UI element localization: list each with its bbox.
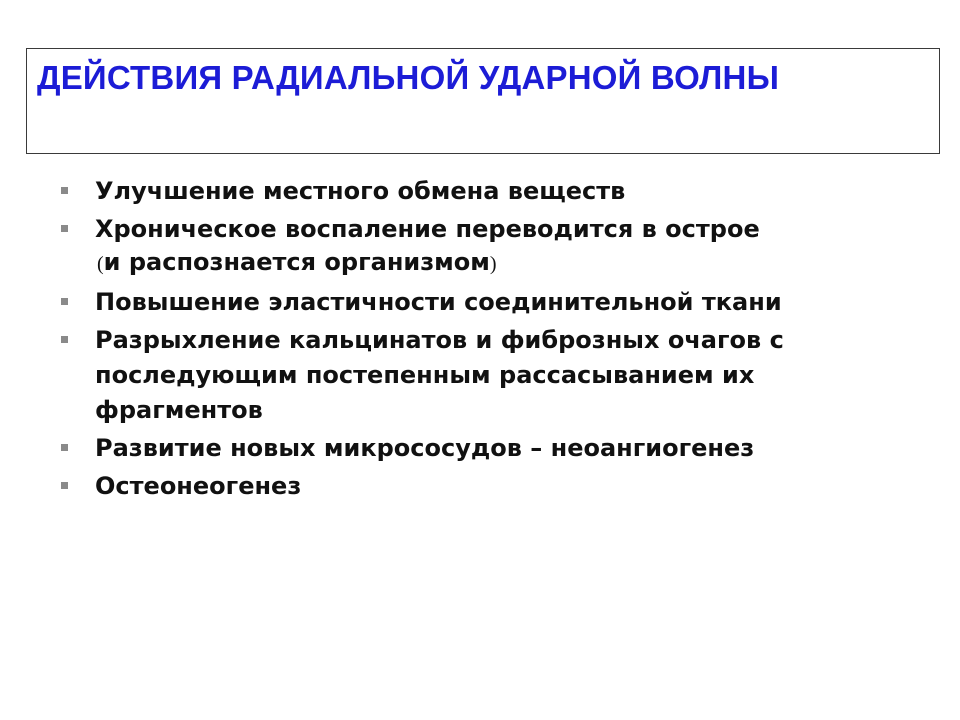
paren-open: ( — [97, 253, 104, 275]
bullet-text: Развитие новых микрососудов – неоангиогенез — [95, 434, 755, 462]
square-bullet-icon — [61, 444, 68, 451]
bullet-text: Повышение эластичности соединительной ткани — [95, 288, 782, 316]
paren-close: ) — [489, 253, 497, 275]
slide-title: ДЕЙСТВИЯ РАДИАЛЬНОЙ УДАРНОЙ ВОЛНЫ — [37, 59, 780, 96]
square-bullet-icon — [61, 336, 68, 343]
continuation-text: и распознается организмом — [103, 248, 490, 276]
square-bullet-icon — [61, 187, 68, 194]
bullet-text: Улучшение местного обмена веществ — [95, 177, 626, 205]
bullet-item-inflammation — [56, 212, 916, 247]
bullet-item-metabolism — [56, 174, 916, 209]
bullet-item-neoangiogenesis — [56, 431, 916, 466]
bullet-item-elasticity — [56, 285, 916, 320]
bullet-text: Хроническое воспаление переводится в острое — [95, 215, 760, 243]
square-bullet-icon — [61, 298, 68, 305]
bullet-text: Остеонеогенез — [95, 472, 302, 500]
square-bullet-icon — [61, 225, 68, 232]
title-box — [26, 48, 940, 154]
bullet-item-osteoneogenesis — [56, 469, 916, 504]
square-bullet-icon — [61, 482, 68, 489]
bullet-item-calcinates — [56, 323, 916, 428]
continuation-line — [95, 245, 497, 282]
bullet-continuation — [56, 245, 916, 282]
bullet-text: Разрыхление кальцинатов и фиброзных очагов с последующим постепенным рассасыванием их фрагментов — [95, 326, 784, 424]
bullet-list — [56, 174, 916, 507]
